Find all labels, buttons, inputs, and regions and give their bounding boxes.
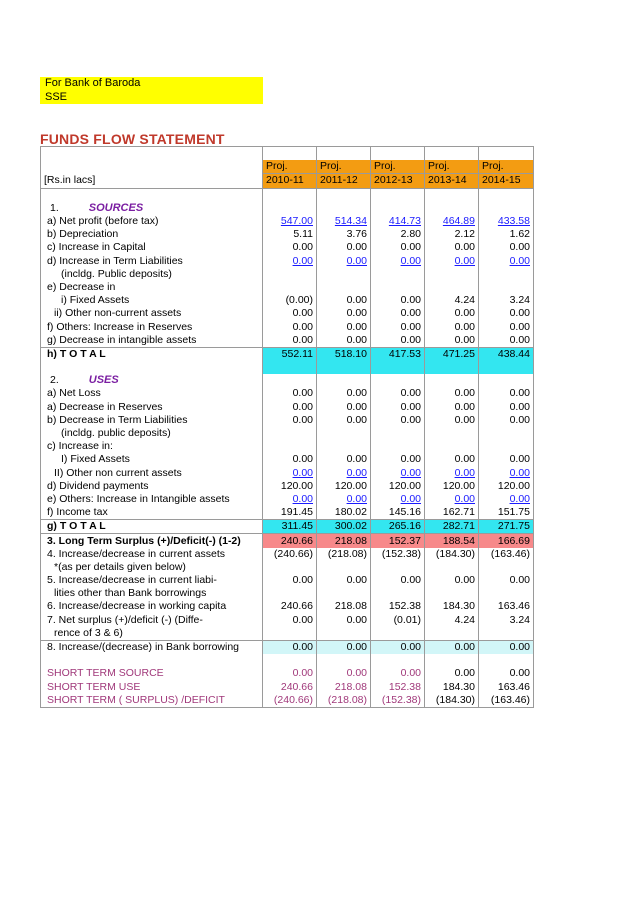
value-cell: 0.00: [371, 667, 425, 680]
table-row: [41, 361, 534, 374]
section-row: [41, 202, 534, 215]
value-cell: 0.00: [317, 667, 371, 680]
value-cell: 163.46: [479, 681, 534, 694]
value-cell: 4.24: [425, 294, 479, 307]
proj-label: Proj.: [317, 160, 371, 174]
table-row: [41, 520, 534, 534]
value-cell: (152.38): [371, 694, 425, 708]
value-cell: 0.00: [317, 401, 371, 414]
table-row: [41, 480, 534, 493]
value-cell: (218.08): [317, 548, 371, 561]
value-cell: 2.12: [425, 228, 479, 241]
table-row: [41, 667, 534, 680]
value-cell: 0.00: [317, 467, 371, 480]
proj-label: Proj.: [371, 160, 425, 174]
row-label: c) Increase in Capital: [41, 241, 263, 254]
value-cell: 0.00: [317, 493, 371, 506]
value-cell: 0.00: [317, 414, 371, 427]
value-cell: (218.08): [317, 694, 371, 708]
value-cell: 0.00: [371, 493, 425, 506]
table-row: [41, 587, 534, 600]
table-row: [41, 387, 534, 400]
value-cell: 0.00: [479, 320, 534, 333]
value-cell: 547.00: [263, 215, 317, 228]
row-label: c) Increase in:: [41, 440, 263, 453]
row-label: d) Dividend payments: [41, 480, 263, 493]
value-cell: 438.44: [479, 347, 534, 361]
table-row: [41, 467, 534, 480]
value-cell: (184.30): [425, 694, 479, 708]
row-label: i) Fixed Assets: [41, 294, 263, 307]
value-cell: 218.08: [317, 681, 371, 694]
table-row: [41, 401, 534, 414]
table-top-row: [41, 147, 534, 161]
value-cell: 0.00: [425, 255, 479, 268]
year-label: 2013-14: [425, 174, 479, 188]
table-row: [41, 640, 534, 654]
table-row: [41, 654, 534, 667]
row-label: (incldg. public deposits): [41, 427, 263, 440]
value-cell: 184.30: [425, 600, 479, 613]
row-label: e) Decrease in: [41, 281, 263, 294]
value-cell: 0.00: [263, 640, 317, 654]
row-label: SHORT TERM USE: [41, 681, 263, 694]
value-cell: 4.24: [425, 614, 479, 627]
value-cell: 120.00: [425, 480, 479, 493]
value-cell: 0.00: [425, 414, 479, 427]
value-cell: (240.66): [263, 694, 317, 708]
value-cell: 0.00: [317, 307, 371, 320]
value-cell: 0.00: [371, 255, 425, 268]
branch-name: SSE: [45, 90, 68, 103]
row-label: SHORT TERM SOURCE: [41, 667, 263, 680]
value-cell: 0.00: [425, 493, 479, 506]
row-label: II) Other non current assets: [41, 467, 263, 480]
row-label: 3. Long Term Surplus (+)/Deficit(-) (1-2): [41, 534, 263, 548]
row-label: 4. Increase/decrease in current assets: [41, 548, 263, 561]
value-cell: 0.00: [479, 307, 534, 320]
value-cell: 311.45: [263, 520, 317, 534]
value-cell: 120.00: [317, 480, 371, 493]
value-cell: (184.30): [425, 548, 479, 561]
value-cell: 0.00: [425, 307, 479, 320]
value-cell: 3.76: [317, 228, 371, 241]
row-label: a) Decrease in Reserves: [41, 401, 263, 414]
value-cell: 0.00: [425, 320, 479, 333]
table-row: [41, 506, 534, 520]
value-cell: 0.00: [263, 467, 317, 480]
year-header-row: [41, 174, 534, 188]
value-cell: 414.73: [371, 215, 425, 228]
value-cell: 2.80: [371, 228, 425, 241]
row-label: 5. Increase/decrease in current liabi-: [41, 574, 263, 587]
table-row: [41, 453, 534, 466]
row-label: 7. Net surplus (+)/deficit (-) (Diffe-: [41, 614, 263, 627]
table-row: [41, 427, 534, 440]
bank-header-box: [40, 77, 263, 104]
value-cell: 145.16: [371, 506, 425, 520]
table-row: [41, 294, 534, 307]
value-cell: 300.02: [317, 520, 371, 534]
value-cell: 0.00: [479, 574, 534, 587]
section-row: [41, 374, 534, 387]
row-label: lities other than Bank borrowings: [41, 587, 263, 600]
value-cell: 0.00: [263, 574, 317, 587]
row-label: 8. Increase/(decrease) in Bank borrowing: [41, 640, 263, 654]
value-cell: 151.75: [479, 506, 534, 520]
value-cell: 152.37: [371, 534, 425, 548]
value-cell: 0.00: [371, 640, 425, 654]
value-cell: 218.08: [317, 534, 371, 548]
proj-label: Proj.: [263, 160, 317, 174]
value-cell: 0.00: [263, 334, 317, 348]
value-cell: (163.46): [479, 548, 534, 561]
value-cell: 0.00: [371, 334, 425, 348]
value-cell: 0.00: [479, 255, 534, 268]
value-cell: 0.00: [317, 640, 371, 654]
table-row: [41, 681, 534, 694]
value-cell: 471.25: [425, 347, 479, 361]
table-row: [41, 347, 534, 361]
value-cell: 518.10: [317, 347, 371, 361]
table-row: [41, 241, 534, 254]
proj-header-row: [41, 160, 534, 174]
table-row: [41, 215, 534, 228]
value-cell: 265.16: [371, 520, 425, 534]
value-cell: 0.00: [263, 307, 317, 320]
value-cell: 184.30: [425, 681, 479, 694]
value-cell: 188.54: [425, 534, 479, 548]
table-row: [41, 561, 534, 574]
table-row: [41, 334, 534, 348]
value-cell: 0.00: [425, 387, 479, 400]
section-title: SOURCES: [88, 201, 144, 214]
row-label: e) Others: Increase in Intangible assets: [41, 493, 263, 506]
value-cell: 240.66: [263, 681, 317, 694]
value-cell: 271.75: [479, 520, 534, 534]
value-cell: 0.00: [371, 467, 425, 480]
value-cell: 240.66: [263, 600, 317, 613]
value-cell: 0.00: [479, 334, 534, 348]
row-label: a) Net Loss: [41, 387, 263, 400]
value-cell: 0.00: [317, 294, 371, 307]
value-cell: 1.62: [479, 228, 534, 241]
bank-name: For Bank of Baroda: [45, 77, 141, 89]
value-cell: 0.00: [371, 401, 425, 414]
table-row: [41, 534, 534, 548]
row-label: rence of 3 & 6): [41, 627, 263, 641]
proj-label: Proj.: [425, 160, 479, 174]
value-cell: 152.38: [371, 681, 425, 694]
value-cell: 0.00: [371, 241, 425, 254]
value-cell: 0.00: [263, 241, 317, 254]
table-row: [41, 548, 534, 561]
value-cell: 0.00: [263, 387, 317, 400]
value-cell: 0.00: [263, 614, 317, 627]
value-cell: 552.11: [263, 347, 317, 361]
table-row: [41, 307, 534, 320]
row-label: g) Decrease in intangible assets: [41, 334, 263, 348]
value-cell: 0.00: [317, 387, 371, 400]
value-cell: 0.00: [371, 453, 425, 466]
row-label: f) Income tax: [41, 506, 263, 520]
row-label: *(as per details given below): [41, 561, 263, 574]
row-label: ii) Other non-current assets: [41, 307, 263, 320]
value-cell: 5.11: [263, 228, 317, 241]
value-cell: 180.02: [317, 506, 371, 520]
value-cell: 0.00: [371, 574, 425, 587]
value-cell: 464.89: [425, 215, 479, 228]
row-label: 6. Increase/decrease in working capita: [41, 600, 263, 613]
value-cell: (152.38): [371, 548, 425, 561]
value-cell: 0.00: [425, 401, 479, 414]
value-cell: (163.46): [479, 694, 534, 708]
table-row: [41, 493, 534, 506]
table-row: [41, 320, 534, 333]
row-label: g) T O T A L: [41, 520, 263, 534]
value-cell: 120.00: [371, 480, 425, 493]
row-label: (incldg. Public deposits): [41, 268, 263, 281]
value-cell: 240.66: [263, 534, 317, 548]
value-cell: 0.00: [479, 640, 534, 654]
proj-label: Proj.: [479, 160, 534, 174]
value-cell: 0.00: [263, 255, 317, 268]
value-cell: 0.00: [425, 574, 479, 587]
row-label: I) Fixed Assets: [41, 453, 263, 466]
year-label: 2014-15: [479, 174, 534, 188]
value-cell: 0.00: [263, 453, 317, 466]
value-cell: 0.00: [425, 334, 479, 348]
row-label: 2. USES: [41, 374, 263, 387]
table-row: [41, 255, 534, 268]
value-cell: 0.00: [479, 467, 534, 480]
table-row: [41, 281, 534, 294]
row-label: [41, 188, 263, 202]
value-cell: 0.00: [371, 320, 425, 333]
value-cell: 0.00: [317, 453, 371, 466]
value-cell: 166.69: [479, 534, 534, 548]
value-cell: 0.00: [263, 401, 317, 414]
value-cell: 0.00: [371, 414, 425, 427]
value-cell: 0.00: [479, 493, 534, 506]
value-cell: 120.00: [479, 480, 534, 493]
value-cell: 0.00: [263, 493, 317, 506]
table-row: [41, 627, 534, 641]
value-cell: 0.00: [425, 467, 479, 480]
row-label: SHORT TERM ( SURPLUS) /DEFICIT: [41, 694, 263, 708]
value-cell: 0.00: [371, 294, 425, 307]
value-cell: 162.71: [425, 506, 479, 520]
value-cell: 514.34: [317, 215, 371, 228]
row-label: 1. SOURCES: [41, 202, 263, 215]
value-cell: 0.00: [479, 401, 534, 414]
value-cell: 0.00: [263, 414, 317, 427]
year-label: 2012-13: [371, 174, 425, 188]
value-cell: 0.00: [479, 387, 534, 400]
table-row: [41, 574, 534, 587]
value-cell: 0.00: [317, 614, 371, 627]
unit-label: [Rs.in lacs]: [41, 174, 263, 188]
row-label: b) Depreciation: [41, 228, 263, 241]
value-cell: 3.24: [479, 614, 534, 627]
value-cell: 433.58: [479, 215, 534, 228]
year-label: 2010-11: [263, 174, 317, 188]
row-label: [41, 361, 263, 374]
value-cell: 191.45: [263, 506, 317, 520]
value-cell: 282.71: [425, 520, 479, 534]
value-cell: 0.00: [371, 387, 425, 400]
value-cell: 0.00: [263, 667, 317, 680]
value-cell: 152.38: [371, 600, 425, 613]
value-cell: 0.00: [317, 241, 371, 254]
section-title: USES: [88, 374, 119, 387]
value-cell: 0.00: [317, 334, 371, 348]
value-cell: 120.00: [263, 480, 317, 493]
table-row: [41, 600, 534, 613]
page-title: FUNDS FLOW STATEMENT: [40, 131, 225, 147]
funds-flow-table: [40, 146, 534, 708]
value-cell: (0.00): [263, 294, 317, 307]
value-cell: 0.00: [479, 667, 534, 680]
value-cell: (240.66): [263, 548, 317, 561]
value-cell: 163.46: [479, 600, 534, 613]
value-cell: 0.00: [479, 453, 534, 466]
table-row: [41, 440, 534, 453]
row-label: d) Increase in Term Liabilities: [41, 255, 263, 268]
value-cell: 0.00: [425, 453, 479, 466]
table-row: [41, 614, 534, 627]
value-cell: 218.08: [317, 600, 371, 613]
value-cell: 0.00: [371, 307, 425, 320]
value-cell: 0.00: [425, 640, 479, 654]
row-label: [41, 654, 263, 667]
value-cell: 417.53: [371, 347, 425, 361]
table-row: [41, 414, 534, 427]
table-row: [41, 268, 534, 281]
table-row: [41, 188, 534, 202]
table-row: [41, 228, 534, 241]
table-row: [41, 694, 534, 708]
value-cell: 3.24: [479, 294, 534, 307]
value-cell: 0.00: [317, 255, 371, 268]
value-cell: 0.00: [263, 320, 317, 333]
value-cell: 0.00: [317, 574, 371, 587]
year-label: 2011-12: [317, 174, 371, 188]
row-label: h) T O T A L: [41, 347, 263, 361]
row-label: a) Net profit (before tax): [41, 215, 263, 228]
value-cell: (0.01): [371, 614, 425, 627]
value-cell: 0.00: [317, 320, 371, 333]
row-label: b) Decrease in Term Liabilities: [41, 414, 263, 427]
value-cell: 0.00: [425, 241, 479, 254]
value-cell: 0.00: [479, 241, 534, 254]
row-label: f) Others: Increase in Reserves: [41, 320, 263, 333]
value-cell: 0.00: [425, 667, 479, 680]
value-cell: 0.00: [479, 414, 534, 427]
